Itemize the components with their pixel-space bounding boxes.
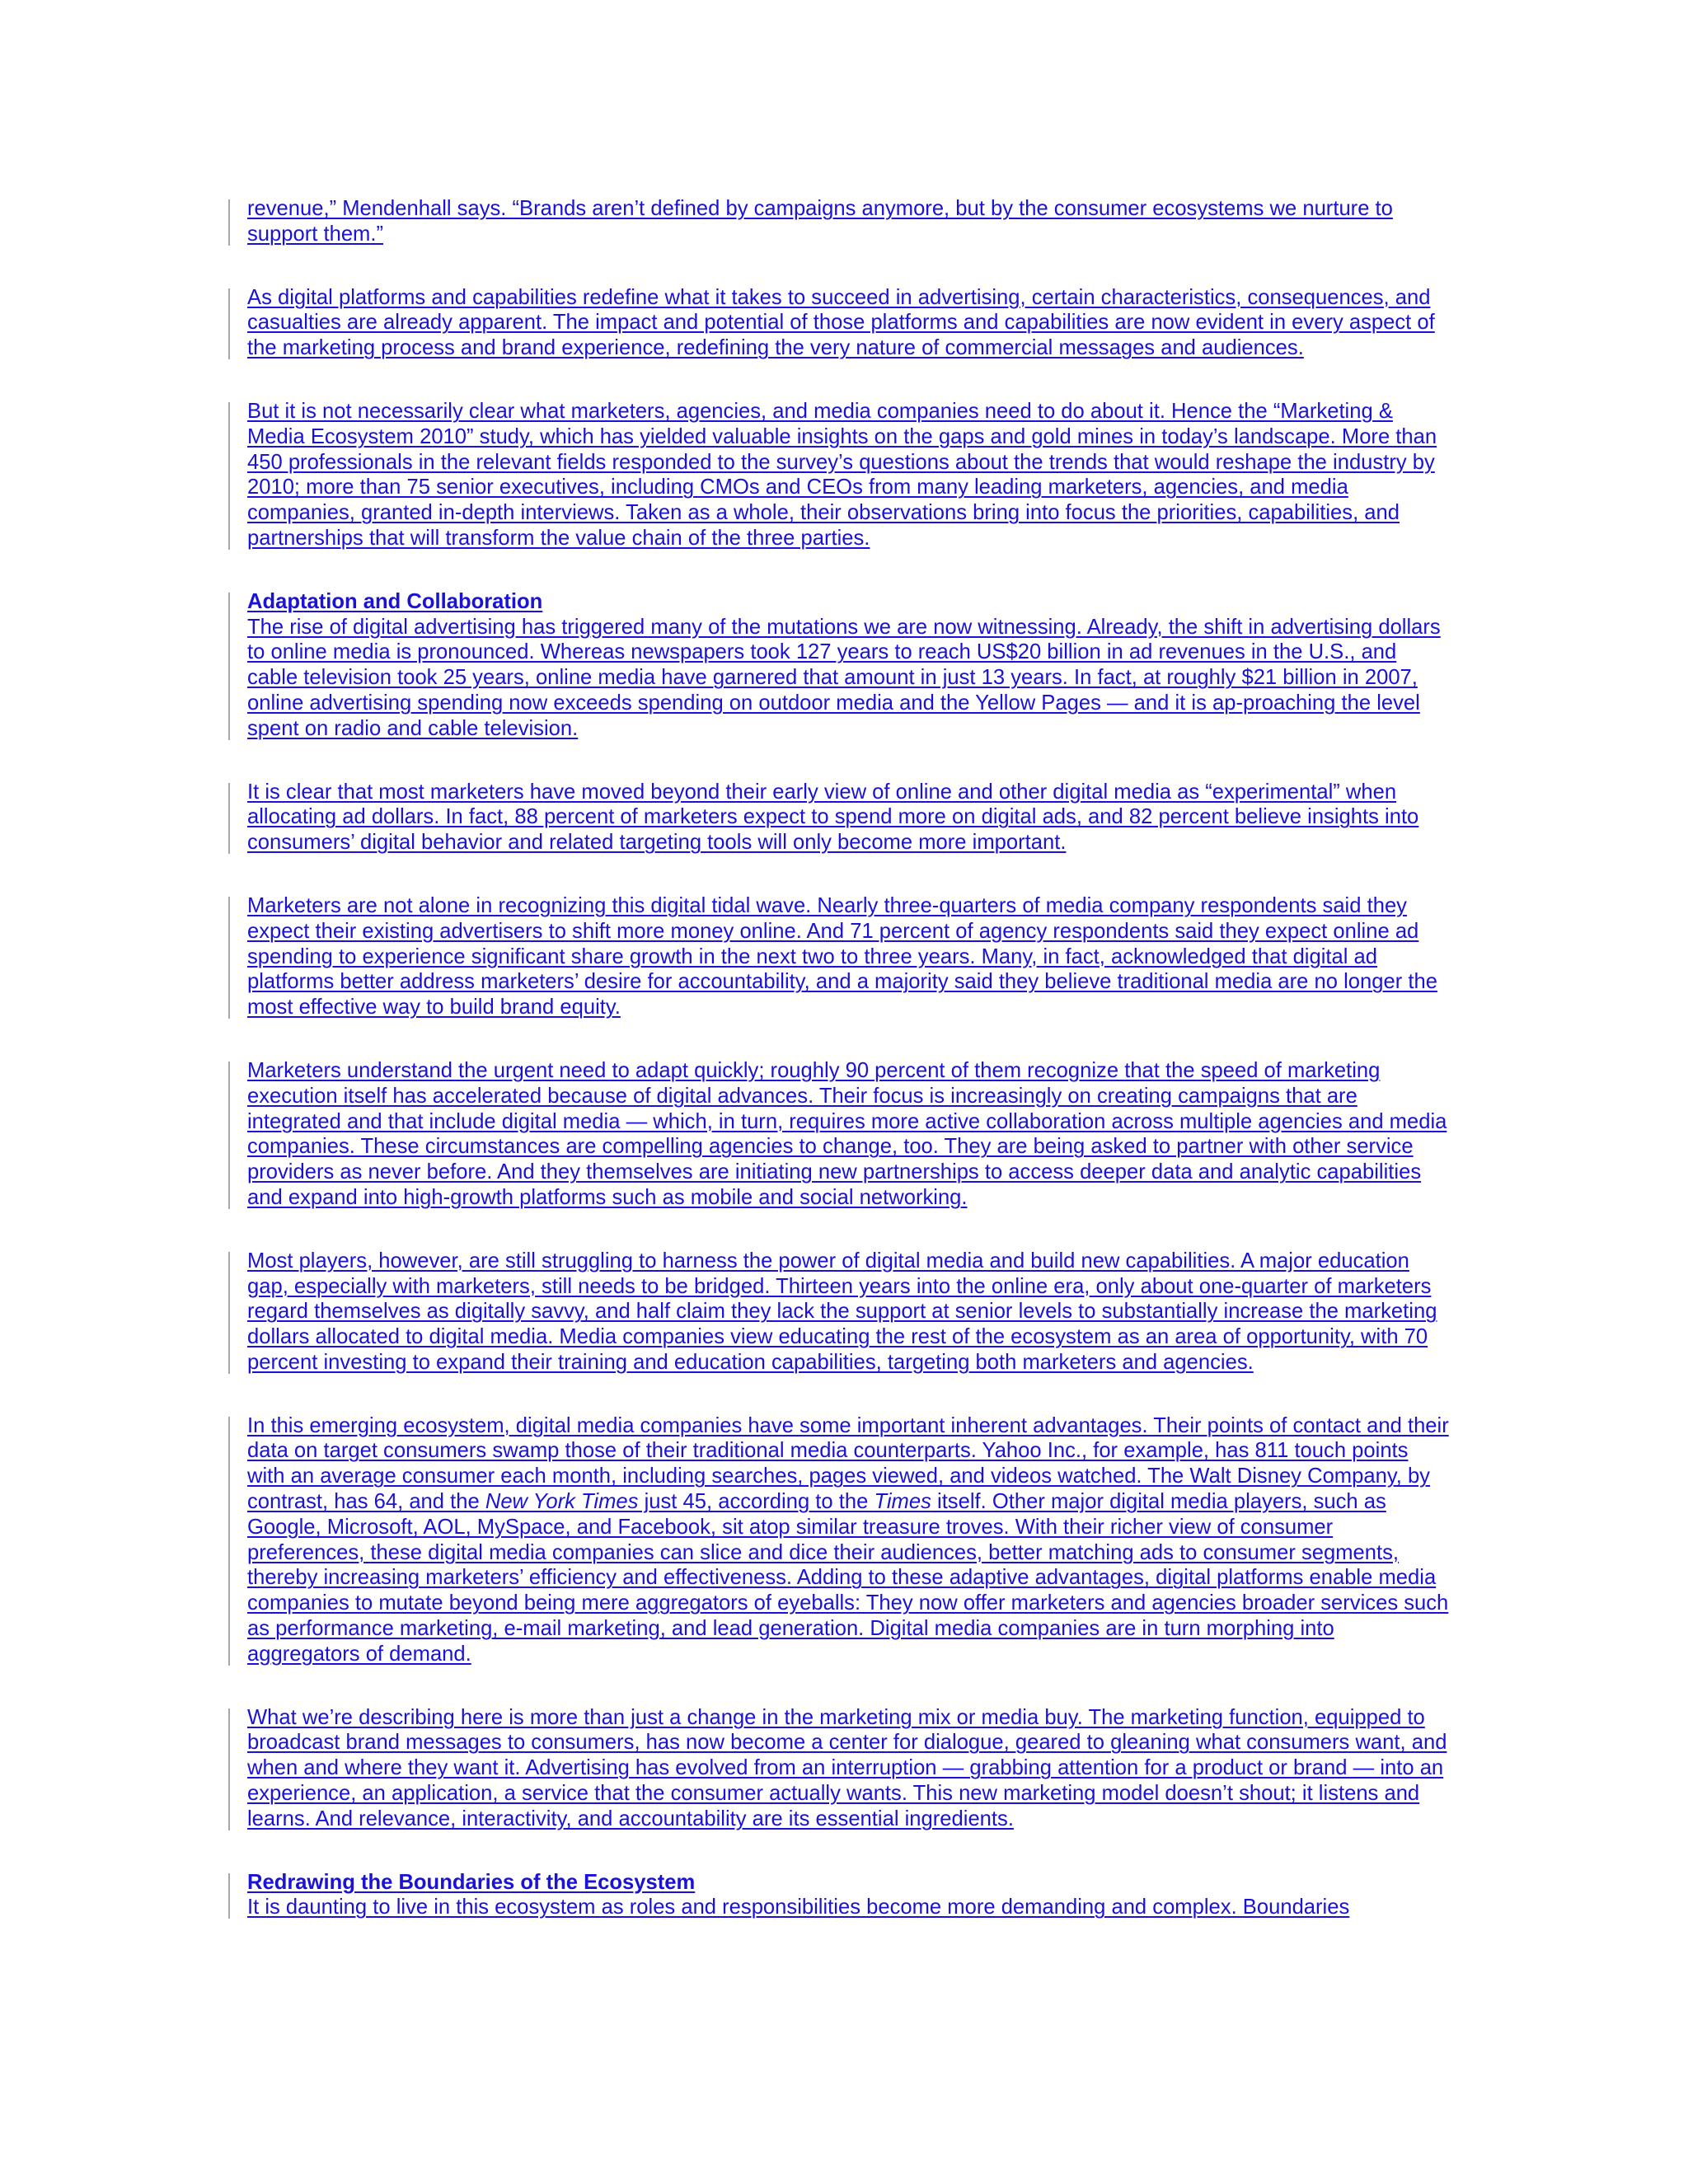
paragraph-block [247, 1249, 1451, 1376]
paragraph: Marketers are not alone in recognizing this digital tidal wave. Nearly three-quarters of media company respondents said they expect their existing advertisers to shift more money online. And 71 percent of agency respondents said they expect online ad spending to experience significant share growth in the next two to three years. Many, in fact, acknowledged that digital ad platforms better address marketers’ desire for accountability, and a majority said they believe traditional media are no longer the most effective way to build brand equity. [247, 893, 1437, 1019]
paragraph: The rise of digital advertising has triggered many of the mutations we are now witnessing. Already, the shift in advertising dollars to online media is pronounced. Whereas newspapers took 127 years to reach US$20 billion in ad revenues in the U.S., and cable television took 25 years, online media have garnered that amount in just 13 years. In fact, at roughly $21 billion in 2007, online advertising spending now exceeds spending on outdoor media and the Yellow Pages — and it is ap-proaching the level spent on radio and cable television. [247, 615, 1441, 740]
paragraph-block [247, 780, 1451, 855]
paragraph: It is daunting to live in this ecosystem as roles and responsibilities become more demanding and complex. Boundaries [247, 1896, 1350, 1919]
paragraph: revenue,” Mendenhall says. “Brands aren’t defined by campaigns anymore, but by the consumer ecosystems we nurture to support them.” [247, 197, 1393, 246]
section-adaptation-and-collaboration [247, 589, 1451, 742]
paragraph: It is clear that most marketers have moved beyond their early view of online and other digital media as “experimental” when allocating ad dollars. In fact, 88 percent of marketers expect to spend more on digital ads, and 82 percent believe insights into consumers’ digital behavior and related targeting tools will only become more important. [247, 780, 1419, 855]
paragraph: What we’re describing here is more than just a change in the marketing mix or media buy. The marketing function, equipped to broadcast brand messages to consumers, has now become a center for dialogue, geared to gleaning what consumers want, and when and where they want it. Advertising has evolved from an interruption — grabbing attention for a product or brand — into an experience, an application, a service that the consumer actually wants. This new marketing model doesn’t shout; it listens and learns. And relevance, interactivity, and accountability are its essential ingredients. [247, 1705, 1447, 1830]
paragraph-text: just 45, according to the [638, 1490, 874, 1514]
paragraph-block [247, 196, 1451, 247]
paragraph: As digital platforms and capabilities redefine what it takes to succeed in advertising, certain characteristics, consequences, and casualties are already apparent. The impact and potential of those platforms and capabilities are now evident in every aspect of the marketing process and brand experience, redefining the very nature of commercial messages and audiences. [247, 285, 1435, 360]
paragraph-text: itself. Other major digital media players, such as Google, Microsoft, AOL, MySpace, and Facebook, sit atop similar treasure troves. With their richer view of consumer preferences, these digital media companies can slice and dice their audiences, better matching ads to consumer segments, thereby increasing marketers’ efficiency and effectiveness. Adding to these adaptive advantages, digital platforms enable media companies to mutate beyond being mere aggregators of eyeballs: They now offer marketers and agencies broader services such as performance marketing, e-mail marketing, and lead generation. Digital media companies are in turn morphing into aggregators of demand. [247, 1490, 1449, 1666]
paragraph: Marketers understand the urgent need to adapt quickly; roughly 90 percent of them recognize that the speed of marketing execution itself has accelerated because of digital advances. Their focus is increasingly on creating campaigns that are integrated and that include digital media — which, in turn, requires more active collaboration across multiple agencies and media companies. These circumstances are compelling agencies to change, too. They are being asked to partner with other service providers as never before. And they themselves are initiating new partnerships to access deeper data and analytic capabilities and expand into high-growth platforms such as mobile and social networking. [247, 1058, 1447, 1209]
paragraph: But it is not necessarily clear what marketers, agencies, and media companies need to do about it. Hence the “Marketing & Media Ecosystem 2010” study, which has yielded valuable insights on the gaps and gold mines in today’s landscape. More than 450 professionals in the relevant fields responded to the survey’s questions about the trends that would reshape the industry by 2010; more than 75 senior executives, including CMOs and CEOs from many leading marketers, agencies, and media companies, granted in-depth interviews. Taken as a whole, their observations bring into focus the priorities, capabilities, and partnerships that will transform the value chain of the three parties. [247, 399, 1437, 550]
publication-name-italic: Times [874, 1490, 931, 1514]
section-heading: Redrawing the Boundaries of the Ecosystem [247, 1870, 696, 1894]
paragraph: Most players, however, are still struggling to harness the power of digital media and build new capabilities. A major education gap, especially with marketers, still needs to be bridged. Thirteen years into the online era, only about one-quarter of marketers regard themselves as digitally savvy, and half claim they lack the support at senior levels to substantially increase the marketing dollars allocated to digital media. Media companies view educating the rest of the ecosystem as an area of opportunity, with 70 percent investing to expand their training and education capabilities, targeting both marketers and agencies. [247, 1249, 1437, 1374]
paragraph-block [247, 399, 1451, 551]
paragraph-text: In this emerging ecosystem, digital media companies have some important inherent advantages. Their points of contact and their data on target consumers swamp those of their traditional media counterparts. Yahoo Inc., for example, has 811 touch points with an average consumer each month, including searches, pages viewed, and videos watched. The Walt Disney Company, by contrast, has 64, and the [247, 1413, 1449, 1514]
document-body [247, 196, 1451, 1958]
section-redrawing-the-boundaries [247, 1870, 1451, 1921]
paragraph-block [247, 285, 1451, 361]
paragraph-block [247, 1058, 1451, 1211]
paragraph [247, 1413, 1451, 1667]
publication-name-italic: New York Times [485, 1490, 639, 1514]
paragraph-block [247, 893, 1451, 1020]
paragraph-block [247, 1705, 1451, 1832]
paragraph-block [247, 1413, 1451, 1667]
section-heading: Adaptation and Collaboration [247, 589, 543, 613]
